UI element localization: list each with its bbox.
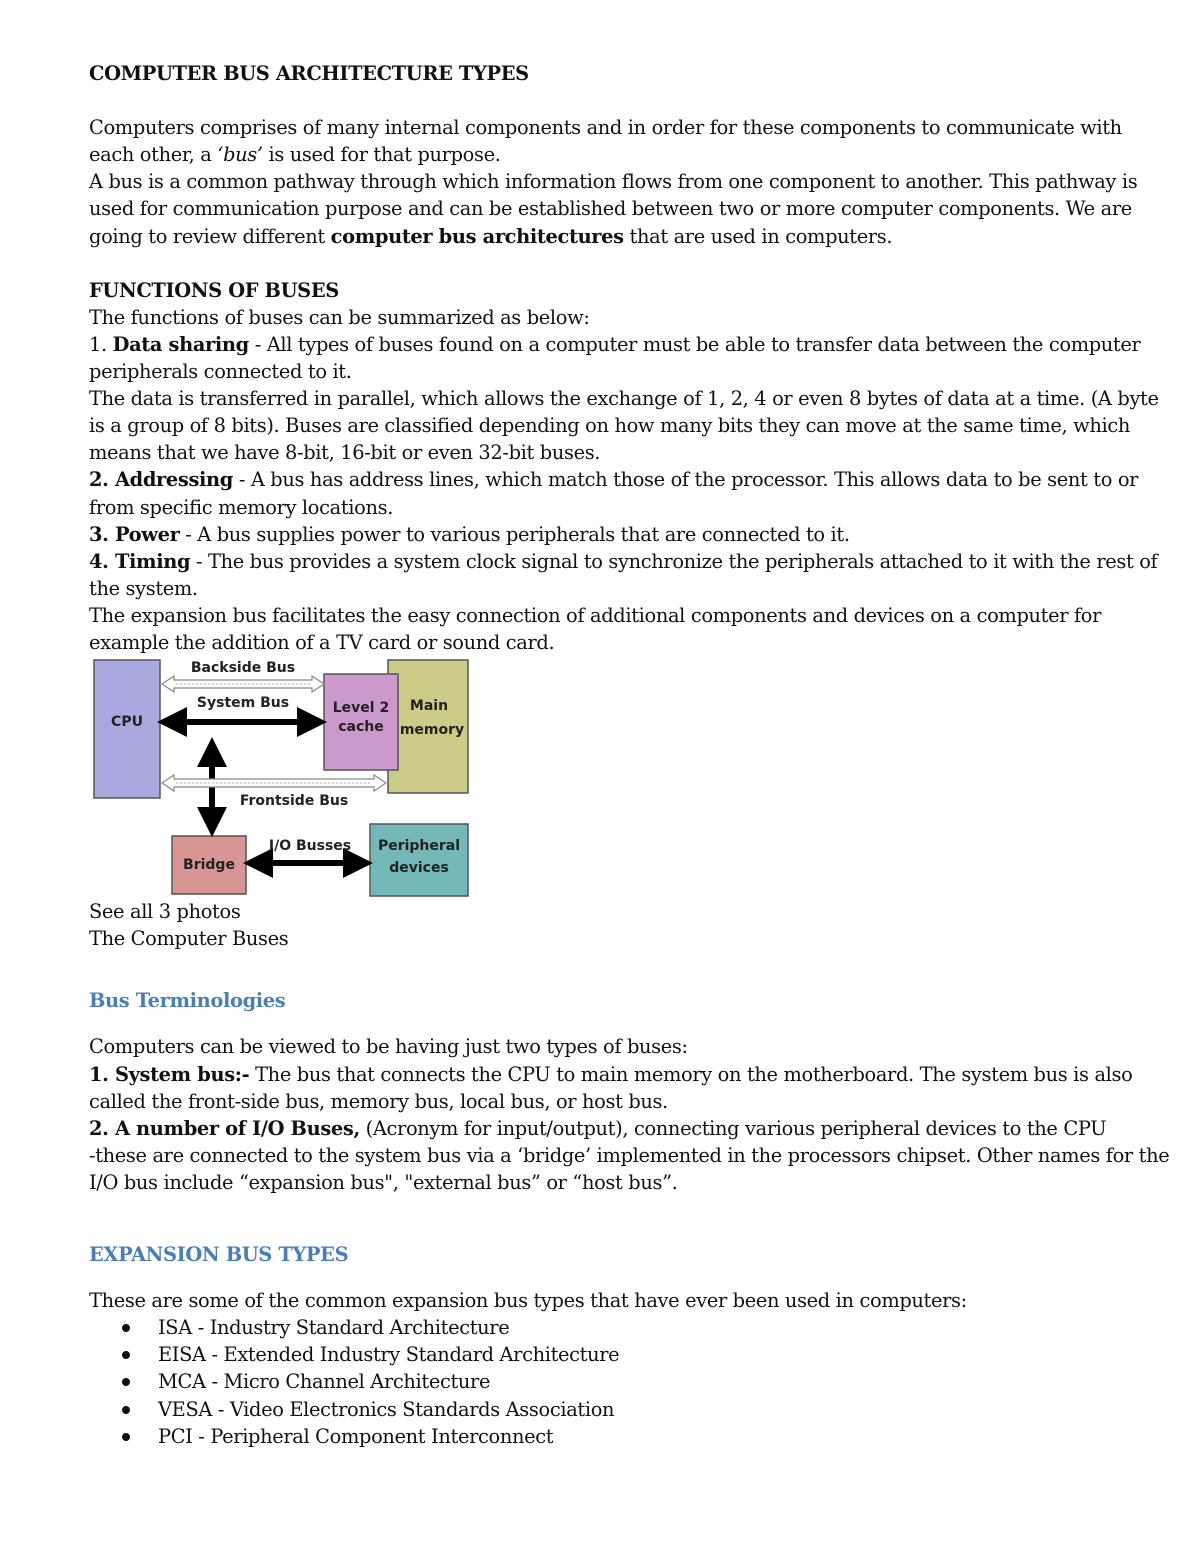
intro-line: each other, a ‘bus’ is used for that purpose. xyxy=(89,143,501,167)
system-bus-label: System Bus xyxy=(196,695,290,712)
function-term: 3. Power xyxy=(89,522,180,546)
functions-line: 3. Power - A bus supplies power to various peripherals that are connected to it. xyxy=(89,522,850,546)
functions-line: example the addition of a TV card or sound card. xyxy=(89,630,555,654)
terminologies-line: 1. System bus:- The bus that connects the CPU to main memory on the motherboard. The system bus is also xyxy=(89,1062,1133,1086)
intro-line: used for communication purpose and can be established between two or more computer components. We are xyxy=(89,197,1132,221)
functions-line: The expansion bus facilitates the easy connection of additional components and devices on a computer for xyxy=(89,603,1102,627)
expansion-heading: EXPANSION BUS TYPES xyxy=(89,1243,349,1267)
functions-line: 1. Data sharing - All types of buses found on a computer must be able to transfer data between the computer xyxy=(89,332,1141,356)
function-term: 2. Addressing xyxy=(89,468,234,492)
functions-line: the system. xyxy=(89,576,198,600)
document-page xyxy=(89,60,1170,1450)
peripheral-label: devices xyxy=(389,860,449,877)
see-all-photos-link[interactable]: See all 3 photos xyxy=(89,900,241,924)
spacer xyxy=(89,1268,1154,1287)
intro-line: A bus is a common pathway through which information flows from one component to another. This pathway is xyxy=(89,170,1138,194)
functions-line: from specific memory locations. xyxy=(89,495,394,519)
bridge-label: Bridge xyxy=(183,857,235,874)
terminologies-line: Computers can be viewed to be having just two types of buses: xyxy=(89,1035,688,1059)
bullet-icon xyxy=(122,1324,130,1332)
frontside-bus-label: Frontside Bus xyxy=(239,793,349,810)
io-busses-label: I/O Busses xyxy=(268,838,352,855)
list-item: MCA - Micro Channel Architecture xyxy=(89,1368,1154,1395)
backside-bus-label: Backside Bus xyxy=(190,660,296,677)
backside-bus-arrow xyxy=(162,676,324,692)
bullet-icon xyxy=(122,1351,130,1359)
intro-line: going to review different computer bus architectures that are used in computers. xyxy=(89,224,893,248)
list-item: ISA - Industry Standard Architecture xyxy=(89,1314,1154,1341)
main-memory-label: memory xyxy=(399,722,465,739)
intro-line: Computers comprises of many internal components and in order for these components to communicate with xyxy=(89,116,1122,140)
expansion-intro: These are some of the common expansion bus types that have ever been used in computers: xyxy=(89,1289,967,1313)
terminologies-line: -these are connected to the system bus via a ‘bridge’ implemented in the processors chipset. Other names for the xyxy=(89,1143,1170,1167)
spacer xyxy=(89,250,1154,277)
bus-term: 2. A number of I/O Buses, xyxy=(89,1116,360,1140)
image-caption: The Computer Buses xyxy=(89,927,289,951)
bullet-icon xyxy=(122,1378,130,1386)
bus-architecture-diagram xyxy=(90,658,472,898)
spacer xyxy=(89,87,1154,114)
peripheral-label: Peripheral xyxy=(377,838,461,855)
level2-cache-label: Level 2 xyxy=(332,700,390,717)
emphasis: computer bus architectures xyxy=(330,224,624,248)
terminologies-line: I/O bus include “expansion bus", "external bus” or “host bus”. xyxy=(89,1170,678,1194)
terminologies-line: 2. A number of I/O Buses, (Acronym for input/output), connecting various peripheral devices to the CPU xyxy=(89,1116,1107,1140)
functions-line: is a group of 8 bits). Buses are classified depending on how many bits they can move at the same time, which xyxy=(89,414,1130,438)
functions-line: 4. Timing - The bus provides a system clock signal to synchronize the peripherals attached to it with the rest of xyxy=(89,549,1158,573)
functions-line: The functions of buses can be summarized as below: xyxy=(89,305,590,329)
level2-cache-label: cache xyxy=(338,719,384,736)
cpu-label: CPU xyxy=(111,714,143,731)
spacer xyxy=(89,952,1154,979)
terminologies-heading: Bus Terminologies xyxy=(89,989,286,1013)
bullet-icon xyxy=(122,1433,130,1441)
bus-term: 1. System bus:- xyxy=(89,1062,250,1086)
list-item: PCI - Peripheral Component Interconnect xyxy=(89,1423,1154,1450)
bullet-icon xyxy=(122,1406,130,1414)
document-title: COMPUTER BUS ARCHITECTURE TYPES xyxy=(89,62,529,85)
bus-term: ‘bus’ xyxy=(217,143,263,167)
spacer xyxy=(89,1196,1154,1223)
main-memory-label: Main xyxy=(409,698,449,715)
expansion-bus-list xyxy=(89,1314,1154,1449)
list-item: EISA - Extended Industry Standard Architecture xyxy=(89,1341,1154,1368)
spacer xyxy=(89,1014,1154,1033)
functions-heading: FUNCTIONS OF BUSES xyxy=(89,278,339,302)
function-term: Data sharing xyxy=(112,332,249,356)
functions-line: 2. Addressing - A bus has address lines, which match those of the processor. This allows data to be sent to or xyxy=(89,468,1139,492)
terminologies-line: called the front-side bus, memory bus, local bus, or host bus. xyxy=(89,1089,668,1113)
functions-line: The data is transferred in parallel, which allows the exchange of 1, 2, 4 or even 8 bytes of data at a time. (A byte xyxy=(89,387,1159,411)
list-item: VESA - Video Electronics Standards Association xyxy=(89,1396,1154,1423)
functions-line: peripherals connected to it. xyxy=(89,360,352,384)
functions-line: means that we have 8-bit, 16-bit or even 32-bit buses. xyxy=(89,441,601,465)
function-term: 4. Timing xyxy=(89,549,191,573)
